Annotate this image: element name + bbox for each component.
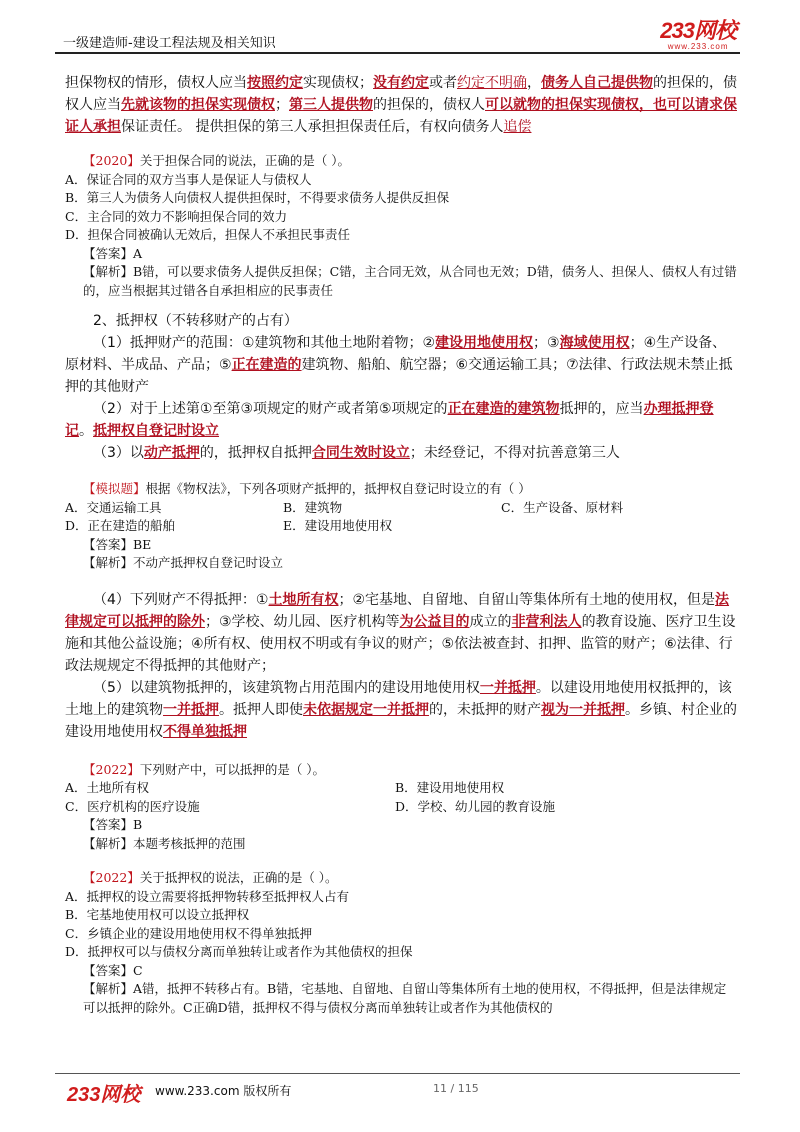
page-footer bbox=[55, 1073, 740, 1106]
logo-mark: 233网校 bbox=[660, 18, 736, 43]
option: B．建设用地使用权 bbox=[395, 780, 505, 795]
option: A．保证合同的双方当事人是保证人与债权人 bbox=[65, 171, 312, 187]
question-2020: 【2020】关于担保合同的说法，正确的是（ ）。 A．保证合同的双方当事人是保证人与债权人 B．第三人为债务人向债权人提供担保时，不得要求债务人提供反担保 C．主合同的效力不影响担保合同的效力 D．担保合同被确认无效后，担保人不承担民事责任 【答案】A 【解析】B错，可以要求债务人提供反担保；C错，主合同无效，从合同也无效；D错，债务人、担保人、债权人有过错的，应当根据其过错各自承担相应的民事责任 bbox=[65, 152, 738, 300]
option: C．生产设备、原材料 bbox=[501, 499, 624, 515]
answer: 【答案】A bbox=[83, 245, 143, 261]
analysis: 【解析】不动产抵押权自登记时设立 bbox=[83, 555, 284, 570]
option: B．建筑物 bbox=[283, 499, 343, 515]
option: D．学校、幼儿园的教育设施 bbox=[395, 798, 556, 814]
option: A．抵押权的设立需要将抵押物转移至抵押权人占有 bbox=[65, 888, 350, 904]
footer-site: www.233.com 版权所有 bbox=[155, 1084, 292, 1098]
question-2022-b: 【2022】关于抵押权的说法，正确的是（ ）。 A．抵押权的设立需要将抵押物转移至抵押权人占有 B．宅基地使用权可以设立抵押权 C．乡镇企业的建设用地使用权不得单独抵押 D．抵押权可以与债权分离而单独转让或者作为其他债权的担保 【答案】C 【解析】A错，抵押不转移占有。B错，宅基地、自留地、自留山等集体所有土地的使用权，不得抵押，但是法律规定可以抵押的除外。C正确D错，抵押权不得与债权分离而单独转让或者作为其他债权的 bbox=[65, 869, 738, 1017]
section-heading: 2、抵押权（不转移财产的占有） bbox=[93, 313, 298, 329]
analysis: 【解析】A错，抵押不转移占有。B错，宅基地、自留地、自留山等集体所有土地的使用权，不得抵押，但是法律规定可以抵押的除外。C正确D错，抵押权不得与债权分离而单独转让或者作为其他债权的 bbox=[83, 981, 727, 1015]
option: D．抵押权可以与债权分离而单独转让或者作为其他债权的担保 bbox=[65, 944, 413, 959]
brand-logo bbox=[660, 20, 736, 51]
prohibited-mortgage: （4）下列财产不得抵押：①土地所有权；②宅基地、自留地、自留山等集体所有土地的使用权，但是法律规定可以抵押的除外；③学校、幼儿园、医疗机构等为公益目的成立的非营利法人的教育设施、医疗卫生设施和其他公益设施；④所有权、使用权不明或有争议的财产；⑤依法被查封、扣押、监管的财产；⑥法律、行政法规规定不得抵押的其他财产； bbox=[65, 591, 736, 674]
option: D．担保合同被确认无效后，担保人不承担民事责任 bbox=[65, 227, 351, 242]
analysis: 【解析】B错，可以要求债务人提供反担保；C错，主合同无效，从合同也无效；D错，债务人、担保人、债权人有过错的，应当根据其过错各自承担相应的民事责任 bbox=[83, 264, 737, 298]
option: E．建设用地使用权 bbox=[283, 518, 393, 533]
logo-url: www.233.com bbox=[667, 42, 729, 51]
intro-paragraph: 担保物权的情形，债权人应当按照约定实现债权；没有约定或者约定不明确，债务人自己提供物的担保的，债权人应当先就该物的担保实现债权；第三人提供物的担保的，债权人可以就物的担保实现债权，也可以请求保证人承担保证责任。 提供担保的第三人承担担保责任后，有权向债务人追偿 bbox=[65, 75, 737, 135]
analysis: 【解析】本题考核抵押的范围 bbox=[83, 835, 246, 851]
mortgage-scope: （1）抵押财产的范围：①建筑物和其他土地附着物；②建设用地使用权；③海域使用权；④生产设备、原材料、半成品、产品；⑤正在建造的建筑物、船舶、航空器；⑥交通运输工具；⑦法律、行政法规未禁止抵押的其他财产 bbox=[65, 335, 733, 395]
page-content bbox=[65, 72, 738, 1017]
answer: 【答案】C bbox=[83, 962, 143, 978]
joint-mortgage: （5）以建筑物抵押的，该建筑物占用范围内的建设用地使用权一并抵押。以建设用地使用权抵押的，该土地上的建筑物一并抵押。抵押人即使未依据规定一并抵押的，未抵押的财产视为一并抵押。乡镇、村企业的建设用地使用权不得单独抵押 bbox=[65, 679, 737, 740]
option: B．宅基地使用权可以设立抵押权 bbox=[65, 907, 250, 922]
option: C．主合同的效力不影响担保合同的效力 bbox=[65, 208, 288, 224]
document-title: 一级建造师-建设工程法规及相关知识 bbox=[63, 36, 276, 51]
answer: 【答案】BE bbox=[83, 536, 152, 552]
option: C．乡镇企业的建设用地使用权不得单独抵押 bbox=[65, 925, 313, 941]
movable-mortgage: （3）以动产抵押的，抵押权自抵押合同生效时设立；未经登记，不得对抗善意第三人 bbox=[93, 445, 620, 461]
option: D．正在建造的船舶 bbox=[65, 518, 176, 533]
option: A．土地所有权 bbox=[65, 780, 150, 795]
option: B．第三人为债务人向债权人提供担保时，不得要求债务人提供反担保 bbox=[65, 190, 450, 205]
footer-logo: 233网校 bbox=[67, 1084, 141, 1106]
question-2022-a: 【2022】下列财产中，可以抵押的是（ ）。 A．土地所有权 B．建设用地使用权 C．医疗机构的医疗设施 D．学校、幼儿园的教育设施 【答案】B 【解析】本题考核抵押的范围 bbox=[65, 761, 738, 854]
page-header bbox=[55, 18, 740, 54]
page-number: 11 / 115 bbox=[433, 1082, 479, 1095]
question-simulation: 【模拟题】根据《物权法》，下列各项财产抵押的，抵押权自登记时设立的有（ ） A．交通运输工具 B．建筑物 C．生产设备、原材料 D．正在建造的船舶 E．建设用地使用权 【答案】BE 【解析】不动产抵押权自登记时设立 bbox=[65, 480, 738, 573]
option: A．交通运输工具 bbox=[65, 499, 162, 515]
option: C．医疗机构的医疗设施 bbox=[65, 798, 200, 814]
mortgage-registration: （2）对于上述第①至第③项规定的财产或者第⑤项规定的正在建造的建筑物抵押的，应当办理抵押登记。抵押权自登记时设立 bbox=[65, 401, 714, 439]
answer: 【答案】B bbox=[83, 817, 143, 832]
